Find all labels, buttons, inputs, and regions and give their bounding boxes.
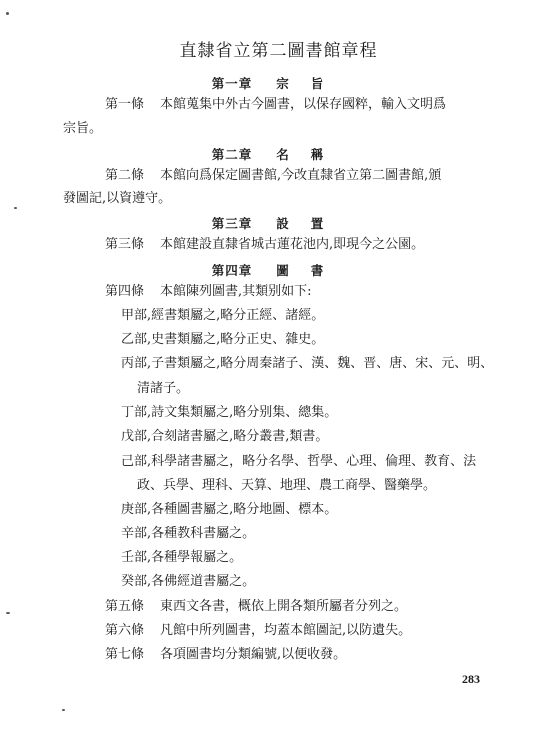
article-text: 本館蒐集中外古今圖書，以保存國粹，輸入文明爲 bbox=[160, 97, 447, 112]
article-6 bbox=[105, 622, 411, 640]
article-text: 本館建設直隸省城古蓮花池内,即現今之公園。 bbox=[160, 237, 425, 252]
category-item: 壬部,各種學報屬之。 bbox=[121, 550, 243, 565]
chapter-name: 圖書 bbox=[276, 263, 346, 278]
article-text: 凡館中所列圖書，均蓋本館圖記,以防遺失。 bbox=[160, 623, 412, 638]
article-2-line-2: 發圖記,以資遵守。 bbox=[63, 191, 172, 206]
category-item: 辛部,各種教科書屬之。 bbox=[121, 526, 256, 541]
article-text: 東西文各書，概依上開各類所屬者分列之。 bbox=[160, 599, 408, 614]
scan-speck bbox=[14, 207, 17, 209]
chapter-number: 第三章 bbox=[211, 216, 253, 231]
article-4 bbox=[105, 283, 312, 301]
chapter-name: 名稱 bbox=[276, 147, 346, 162]
document-title: 直隸省立第二圖書館章程 bbox=[179, 41, 378, 61]
scan-speck bbox=[6, 612, 10, 614]
article-3 bbox=[105, 236, 424, 254]
article-label: 第五條 bbox=[105, 599, 145, 614]
category-item: 乙部,史書類屬之,略分正史、雜史。 bbox=[121, 332, 325, 347]
article-text: 各項圖書均分類編號,以便收發。 bbox=[160, 647, 347, 662]
category-item: 丁部,詩文集類屬之,略分别集、總集。 bbox=[121, 405, 338, 420]
article-text: 本館陳列圖書,其類别如下: bbox=[160, 284, 312, 299]
chapter-number: 第二章 bbox=[211, 147, 253, 162]
category-item: 庚部,各種圖書屬之,略分地圖、標本。 bbox=[121, 502, 338, 517]
chapter-number: 第四章 bbox=[211, 263, 253, 278]
scan-speck bbox=[6, 12, 9, 15]
article-label: 第二條 bbox=[105, 168, 145, 183]
article-text: 本館向爲保定圖書館,今改直隸省立第二圖書館,頒 bbox=[160, 168, 442, 183]
article-7 bbox=[105, 646, 346, 664]
article-1-line-1 bbox=[105, 96, 446, 114]
category-item-continuation: 清諸子。 bbox=[137, 381, 190, 396]
article-5 bbox=[105, 598, 407, 616]
chapter-name: 宗旨 bbox=[276, 76, 346, 91]
category-item: 丙部,子書類屬之,略分周秦諸子、漢、魏、晋、唐、宋、元、明、 bbox=[121, 356, 494, 371]
category-item-continuation: 政、兵學、理科、天算、地理、農工商學、醫藥學。 bbox=[137, 478, 437, 493]
article-label: 第六條 bbox=[105, 623, 145, 638]
page-number: 283 bbox=[462, 672, 480, 686]
chapter-heading-1 bbox=[0, 74, 557, 92]
article-label: 第四條 bbox=[105, 284, 145, 299]
scan-speck bbox=[62, 709, 65, 711]
article-2-line-1 bbox=[105, 167, 441, 185]
chapter-heading-3 bbox=[0, 214, 557, 232]
article-1-line-2: 宗旨。 bbox=[63, 121, 103, 136]
category-item: 戊部,合刻諸書屬之,略分叢書,類書。 bbox=[121, 429, 329, 444]
chapter-name: 設置 bbox=[276, 216, 346, 231]
category-item: 己部,科學諸書屬之，略分名學、哲學、心理、倫理、教育、法 bbox=[121, 454, 477, 469]
category-item: 甲部,經書類屬之,略分正經、諸經。 bbox=[121, 308, 325, 323]
category-item: 癸部,各佛經道書屬之。 bbox=[121, 574, 256, 589]
article-label: 第七條 bbox=[105, 647, 145, 662]
chapter-number: 第一章 bbox=[211, 76, 253, 91]
article-label: 第一條 bbox=[105, 97, 145, 112]
article-label: 第三條 bbox=[105, 237, 145, 252]
chapter-heading-4 bbox=[0, 261, 557, 279]
chapter-heading-2 bbox=[0, 145, 557, 163]
